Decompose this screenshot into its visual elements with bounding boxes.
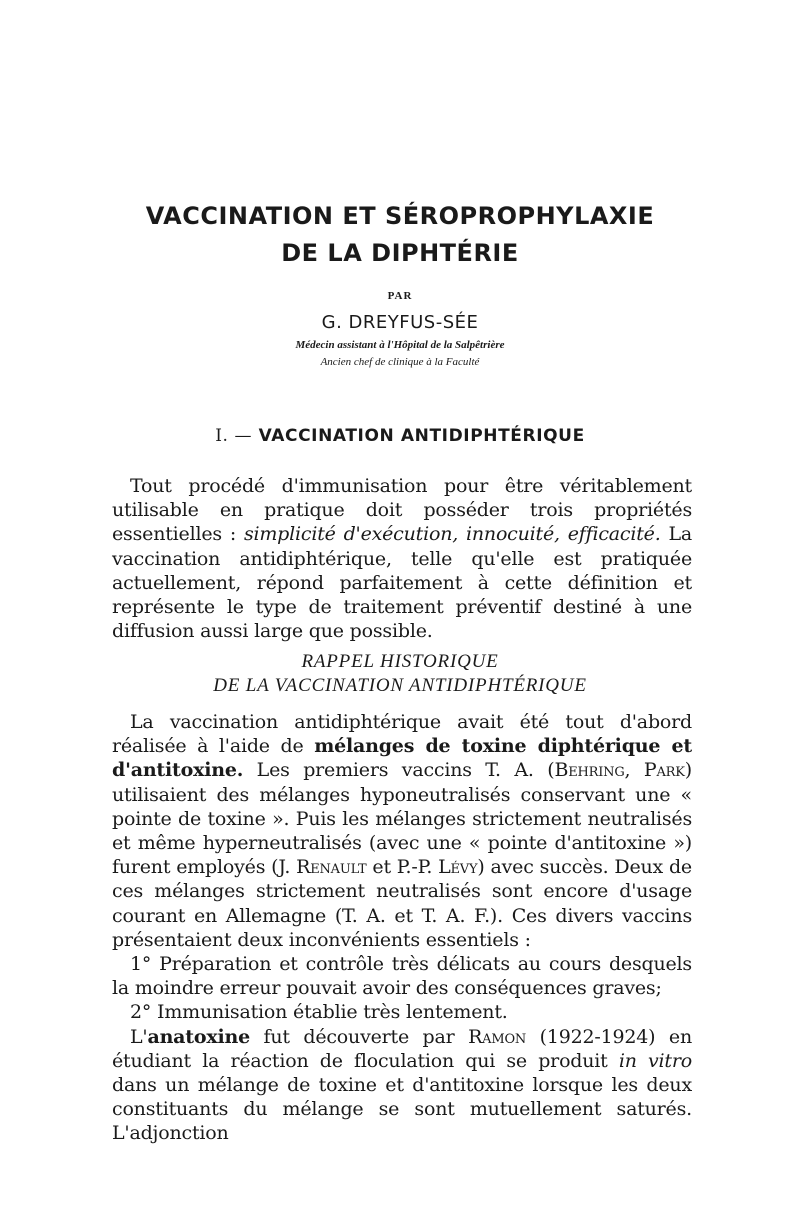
anatoxine-text-e: (1922-1924) en étudiant la réaction de floculation qui se produit bbox=[112, 1025, 692, 1072]
history-paragraph bbox=[112, 710, 692, 952]
in-vitro: in vitro bbox=[618, 1049, 692, 1072]
subsection-title-line-1: RAPPEL HISTORIQUE bbox=[301, 651, 499, 672]
intro-properties: simplicité d'exécution, innocuité, efficacité. bbox=[243, 523, 661, 546]
anatoxine-text-c: fut découverte par bbox=[250, 1025, 469, 1048]
section-heading bbox=[0, 426, 800, 446]
author-levy: Lévy bbox=[438, 856, 478, 879]
author-ramon: Ramon bbox=[468, 1025, 527, 1048]
history-text-g: ) utilisaient des mélanges hyponeutralisés conservant une « pointe de toxine ». Puis les mélanges strictement neutralisés et même hyperneutralisés (avec une « pointe d'antitoxine ») furent employés (J. bbox=[112, 759, 692, 879]
intro-text-a: Tout procédé d'immunisation pour être véritablement utilisable en pratique doit posséder trois propriétés essentielles : bbox=[112, 475, 692, 546]
section-title: VACCINATION ANTIDIPHTÉRIQUE bbox=[258, 426, 585, 446]
author-renault: Renault bbox=[296, 856, 367, 879]
author-affiliation-1: Médecin assistant à l'Hôpital de la Salpêtrière bbox=[295, 339, 505, 351]
author-behring: Behring bbox=[554, 759, 625, 782]
by-label: PAR bbox=[387, 290, 413, 302]
intro-paragraph-block bbox=[112, 474, 692, 643]
history-paragraph-block bbox=[112, 710, 692, 1146]
section-number: I. — bbox=[215, 426, 253, 446]
history-mixtures: mélanges de toxine diphtérique et d'antitoxine. bbox=[112, 735, 692, 782]
history-text-c: Les premiers vaccins T. A. ( bbox=[243, 759, 555, 782]
subsection-title-line-2: DE LA VACCINATION ANTIDIPHTÉRIQUE bbox=[213, 675, 587, 696]
list-item-2: 2° Immunisation établie très lentement. bbox=[130, 1001, 508, 1024]
history-text-i: et P.-P. bbox=[366, 856, 439, 879]
list-item-1: 1° Préparation et contrôle très délicats au cours desquels la moindre erreur pouvait avoir des conséquences graves; bbox=[112, 953, 692, 1000]
intro-text-c: La vaccination antidiphtérique, telle qu'elle est pratiquée actuellement, répond parfaitement à cette définition et représente le type de traitement préventif destiné à une diffusion aussi large que possible. bbox=[112, 523, 692, 643]
history-text-k: ) avec succès. Deux de ces mélanges strictement neutralisés sont encore d'usage courant en Allemagne (T. A. et T. A. F.). Ces divers vaccins présentaient deux inconvénients essentiels : bbox=[112, 856, 692, 951]
anatoxine-text-a: L' bbox=[130, 1025, 148, 1048]
title-line-2: DE LA DIPHTÉRIE bbox=[281, 239, 519, 267]
intro-paragraph bbox=[112, 474, 692, 643]
author-affiliation-2: Ancien chef de clinique à la Faculté bbox=[320, 356, 480, 368]
history-text-a: La vaccination antidiphtérique avait été tout d'abord réalisée à l'aide de bbox=[112, 711, 692, 758]
author-park: Park bbox=[643, 759, 685, 782]
anatoxine-paragraph bbox=[112, 1025, 692, 1146]
title-line-1: VACCINATION ET SÉROPROPHYLAXIE bbox=[145, 202, 655, 230]
author-name: G. DREYFUS-SÉE bbox=[321, 312, 479, 333]
history-text-e: , bbox=[624, 759, 644, 782]
anatoxine-term: anatoxine bbox=[147, 1025, 250, 1048]
anatoxine-text-g: dans un mélange de toxine et d'antitoxine lorsque les deux constituants du mélange se sont mutuellement saturés. L'adjonction bbox=[112, 1074, 692, 1145]
